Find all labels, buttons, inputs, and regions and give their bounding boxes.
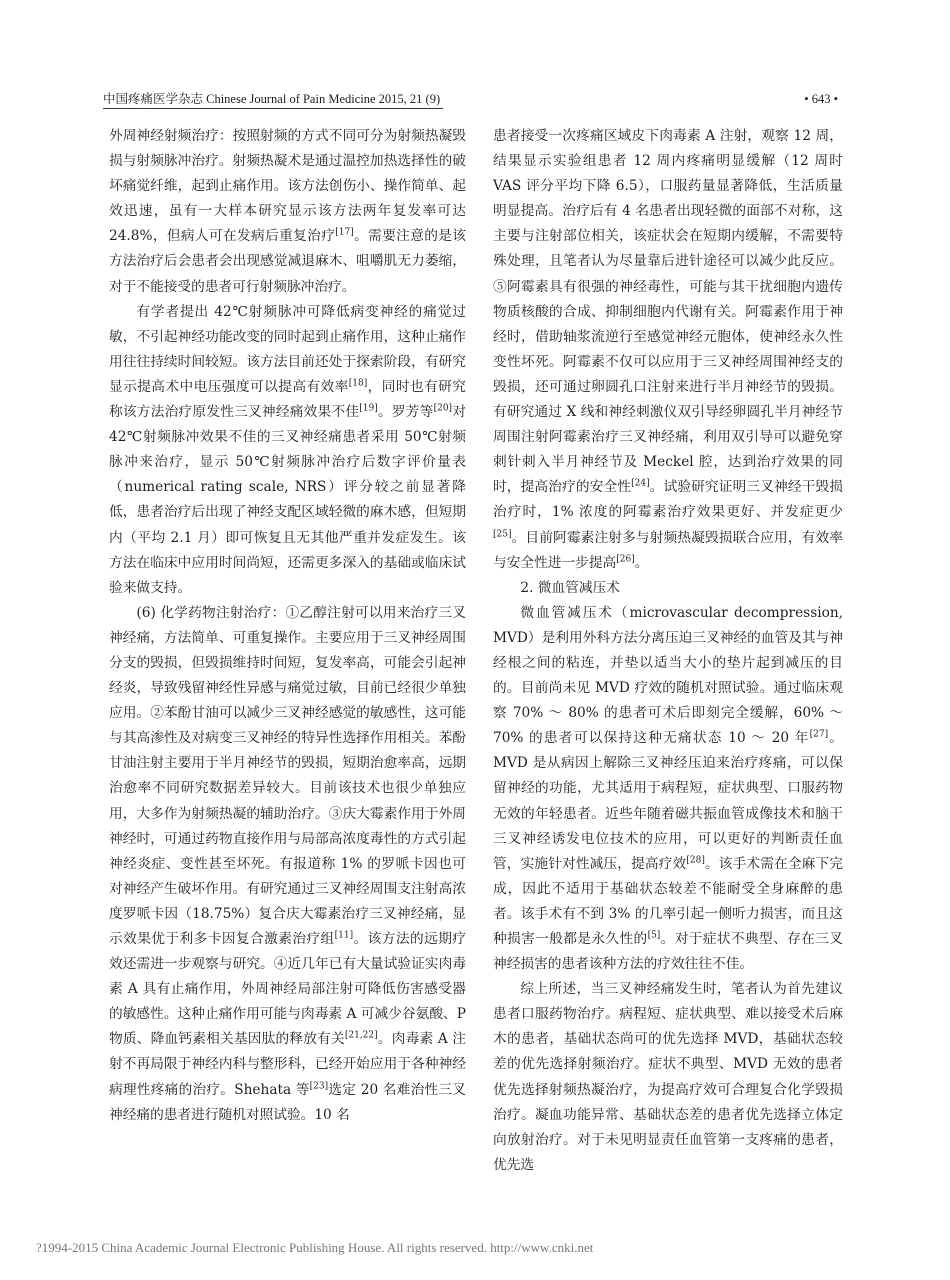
left-column — [109, 124, 466, 1128]
right-column — [493, 124, 843, 1178]
page-number: • 643 • — [804, 92, 838, 106]
citation[interactable]: [17] — [335, 227, 354, 238]
copyright-footer: ?1994-2015 China Academic Journal Electronic Publishing House. All rights reserved. http://www.cnki.net — [36, 1240, 594, 1255]
citation[interactable]: [21,22] — [344, 1030, 378, 1041]
citation[interactable]: [20] — [433, 403, 453, 414]
section-heading: 2. 微血管减压术 — [520, 579, 620, 596]
citation[interactable]: [28] — [686, 855, 705, 866]
citation[interactable]: [25] — [493, 528, 512, 539]
citation[interactable]: [5] — [647, 930, 661, 941]
citation[interactable]: [24] — [631, 478, 650, 489]
citation[interactable]: [18] — [348, 378, 368, 389]
journal-header: 中国疼痛医学杂志 Chinese Journal of Pain Medicine 2015, 21 (9) — [103, 91, 443, 109]
citation[interactable]: [19] — [359, 403, 378, 414]
paragraph: 综上所述，当三叉神经痛发生时，笔者认为首先建议患者口服药物治疗。病程短、症状典型、难以接受术后麻木的患者，基础状态尚可的优先选择 MVD，基础状态较差的优先选择射频治疗。症状不典型、MVD 无效的患者优先选择射频热凝治疗，为提高疗效可合理复合化学毁损治疗。凝血功能异常、基础状态差的患者优先选择立体定向放射治疗。对于未见明显责任血管第一支疼痛的患者，优先选 — [493, 981, 843, 1173]
paragraph: 有学者提出 42℃射频脉冲可降低病变神经的痛觉过敏，不引起神经功能改变的同时起到止痛作用，这种止痛作用往往持续时间较短。该方法目前还处于探索阶段，有研究显示提高术中电压强度可以提高有效率[18]，同时也有研究称该方法治疗原发性三叉神经痛效果不佳[19]。罗芳等[20]对 42℃射频脉冲效果不佳的三叉神经痛患者采用 50℃射频脉冲来治疗，显示 50℃射频脉冲治疗后数字评价量表（numerical rating scale, NRS）评分较之前显著降低，患者治疗后出现了神经支配区域轻微的麻木感，但短期内（平均 2.1 月）即可恢复且无其他严重并发症发生。该方法在临床中应用时间尚短，还需更多深入的基础或临床试验来做支持。 — [109, 303, 466, 596]
citation[interactable]: [23] — [309, 1081, 329, 1091]
paragraph: (6) 化学药物注射治疗：①乙醇注射可以用来治疗三叉神经痛，方法简单、可重复操作。主要应用于三叉神经周围分支的毁损，但毁损维持时间短，复发率高，可能会引起神经炎，导致残留神经性异感与痛觉过敏，目前已经很少单独应用。②苯酚甘油可以减少三叉神经感觉的敏感性，这可能与其高渗性及对病变三叉神经的特异性选择作用相关。苯酚甘油注射主要用于半月神经节的毁损，短期治愈率高，远期治愈率不同研究数据差异较大。目前该技术也很少单独应用，大多作为射频热凝的辅助治疗。③庆大霉素作用于外周神经时，可通过药物直接作用与局部高浓度毒性的方式引起神经炎症、变性甚至坏死。有报道称 1% 的罗哌卡因也可对神经产生破坏作用。有研究通过三叉神经周围支注射高浓度罗哌卡因（18.75%）复合庆大霉素治疗三叉神经痛，显示效果优于利多卡因复合激素治疗组[11]。该方法的远期疗效还需进一步观察与研究。④近几年已有大量试验证实肉毒素 A 具有止痛作用，外周神经局部注射可降低伤害感受器的敏感性。这种止痛作用可能与肉毒素 A 可减少谷氨酸、P 物质、降血钙素相关基因肽的释放有关[21,22]。肉毒素 A 注射不再局限于神经内科与整形科，已经开始应用于各种神经病理性疼痛的治疗。Shehata 等[23]选定 20 名难治性三叉神经痛的患者进行随机对照试验。10 名 — [109, 604, 466, 1123]
paragraph: 外周神经射频治疗：按照射频的方式不同可分为射频热凝毁损与射频脉冲治疗。射频热凝术是通过温控加热选择性的破坏痛觉纤维，起到止痛作用。该方法创伤小、操作简单、起效迅速，虽有一大样本研究显示该方法两年复发率可达 24.8%，但病人可在发病后重复治疗[17]。需要注意的是该方法治疗后会患者会出现感觉减退麻木、咀嚼肌无力萎缩，对于不能接受的患者可行射频脉冲治疗。 — [109, 128, 466, 295]
paragraph: 微血管减压术（microvascular decompression, MVD）是利用外科方法分离压迫三叉神经的血管及其与神经根之间的粘连，并垫以适当大小的垫片起到减压的目的。目前尚未见 MVD 疗效的随机对照试验。通过临床观察 70% ～ 80% 的患者可术后即刻完全缓解，60% ～ 70% 的患者可以保持这种无痛状态 10 ～ 20 年[27]。MVD 是从病因上解除三叉神经压迫来治疗疼痛，可以保留神经的功能，尤其适用于病程短，症状典型、口服药物无效的年轻患者。近些年随着磁共振血管成像技术和脑干三叉神经诱发电位技术的应用，可以更好的判断责任血管，实施针对性减压，提高疗效[28]。该手术需在全麻下完成，因此不适用于基础状态较差不能耐受全身麻醉的患者。该手术有不到 3% 的几率引起一侧听力损害，而且这种损害一般都是永久性的[5]。对于症状不典型、存在三叉神经损害的患者该种方法的疗效往往不佳。 — [493, 604, 843, 973]
citation[interactable]: [11] — [334, 930, 354, 941]
citation[interactable]: [26] — [616, 554, 635, 565]
paragraph: 患者接受一次疼痛区域皮下肉毒素 A 注射，观察 12 周，结果显示实验组患者 12 周内疼痛明显缓解（12 周时 VAS 评分平均下降 6.5），口服药量显著降低，生活质量明显提高。治疗后有 4 名患者出现轻微的面部不对称，这主要与注射部位相关，该症状会在短期内缓解，不需要特殊处理，且笔者认为尽量靠后进针途径可以减少此反应。⑤阿霉素具有很强的神经毒性，可能与其干扰细胞内遗传物质核酸的合成、抑制细胞内代谢有关。阿霉素作用于神经时，借助轴浆流逆行至感觉神经元胞体，使神经永久性变性坏死。阿霉素不仅可以应用于三叉神经周围神经支的毁损，还可通过卵圆孔口注射来进行半月神经节的毁损。有研究通过 X 线和神经刺激仪双引导经卵圆孔半月神经节周围注射阿霉素治疗三叉神经痛，利用双引导可以避免穿刺针刺入半月神经节及 Meckel 腔，达到治疗效果的同时，提高治疗的安全性[24]。试验研究证明三叉神经干毁损治疗时，1% 浓度的阿霉素治疗效果更好、并发症更少[25]。目前阿霉素注射多与射频热凝毁损联合应用，有效率与安全性进一步提高[26]。 — [493, 128, 843, 571]
citation[interactable]: [27] — [809, 729, 829, 740]
